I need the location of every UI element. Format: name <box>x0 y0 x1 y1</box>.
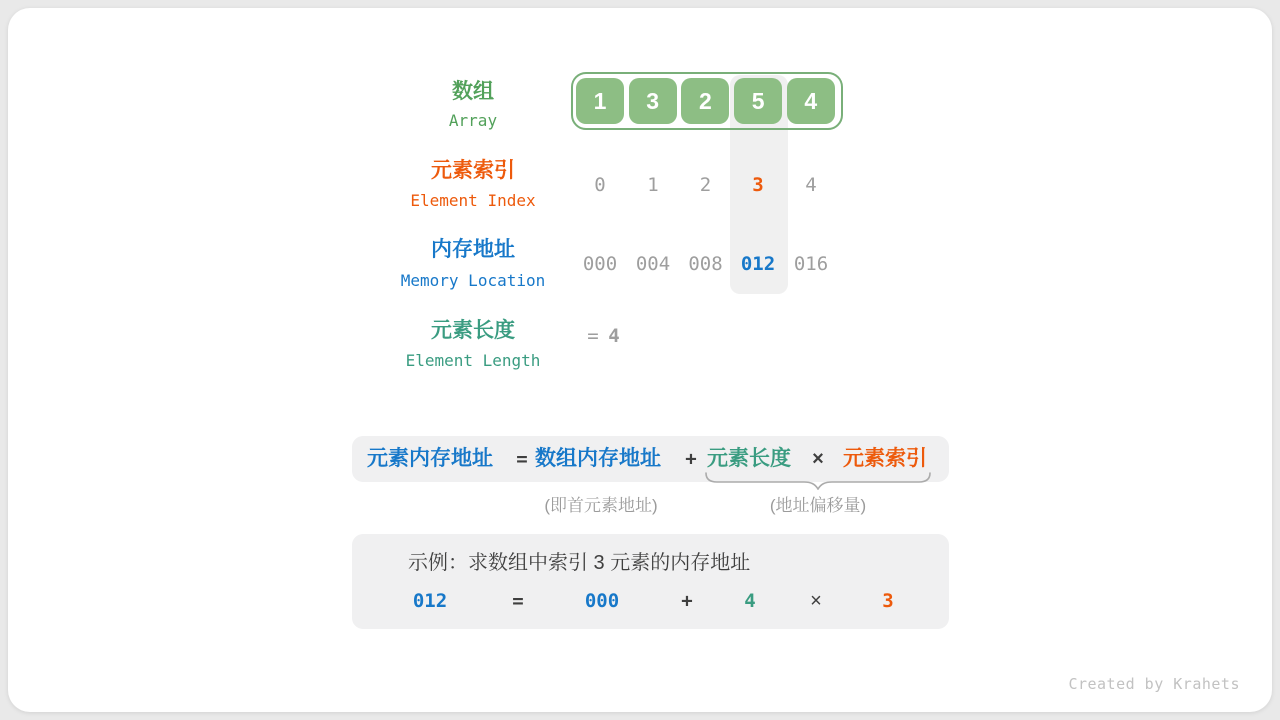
index-value-highlighted: 3 <box>752 174 764 196</box>
note-first-element-address: (即首元素地址) <box>544 496 658 515</box>
memory-value: 000 <box>582 253 618 275</box>
memory-value: 016 <box>793 253 829 275</box>
element-index-label-zh: 元素索引 <box>431 159 515 182</box>
index-value: 1 <box>647 174 659 196</box>
memory-value: 008 <box>688 253 723 275</box>
multiply-sign: × <box>812 448 824 470</box>
example-element-index: 3 <box>882 590 894 612</box>
credit-watermark: Created by Krahets <box>1068 675 1240 693</box>
note-address-offset: (地址偏移量) <box>769 496 867 515</box>
index-value: 4 <box>805 174 817 196</box>
formula-term-element-length: 元素长度 <box>707 447 791 470</box>
formula-term-array-address: 数组内存地址 <box>535 447 661 470</box>
length-equals-sign: = <box>587 325 599 347</box>
element-index-label-en: Element Index <box>410 191 536 210</box>
index-value: 0 <box>594 174 606 196</box>
example-element-length: 4 <box>744 590 756 612</box>
array-cell: 4 <box>787 78 835 124</box>
array-cell: 5 <box>734 78 782 124</box>
array-cell: 3 <box>629 78 677 124</box>
array-cell: 2 <box>681 78 729 124</box>
example-result-address: 012 <box>412 590 448 612</box>
example-title: 示例：求数组中索引 3 元素的内存地址 <box>408 552 751 574</box>
element-length-label-en: Element Length <box>405 351 541 370</box>
length-value: 4 <box>608 325 620 347</box>
underbrace <box>705 472 931 490</box>
memory-location-label-en: Memory Location <box>400 271 546 290</box>
array-label-en: Array <box>448 111 498 130</box>
memory-value-highlighted: 012 <box>740 253 776 275</box>
example-panel <box>352 534 949 629</box>
memory-value: 004 <box>635 253 671 275</box>
formula-term-element-address: 元素内存地址 <box>367 447 493 470</box>
multiply-sign: × <box>810 590 822 612</box>
index-value: 2 <box>699 174 712 196</box>
equals-sign: = <box>512 590 524 612</box>
formula-term-element-index: 元素索引 <box>843 447 927 470</box>
element-length-label-zh: 元素长度 <box>431 319 515 342</box>
array-cell: 1 <box>576 78 624 124</box>
example-base-address: 000 <box>584 590 620 612</box>
plus-sign: + <box>685 448 697 470</box>
equals-sign: = <box>516 448 528 470</box>
plus-sign: + <box>681 590 693 612</box>
array-label-zh: 数组 <box>452 80 494 103</box>
memory-location-label-zh: 内存地址 <box>431 238 515 261</box>
